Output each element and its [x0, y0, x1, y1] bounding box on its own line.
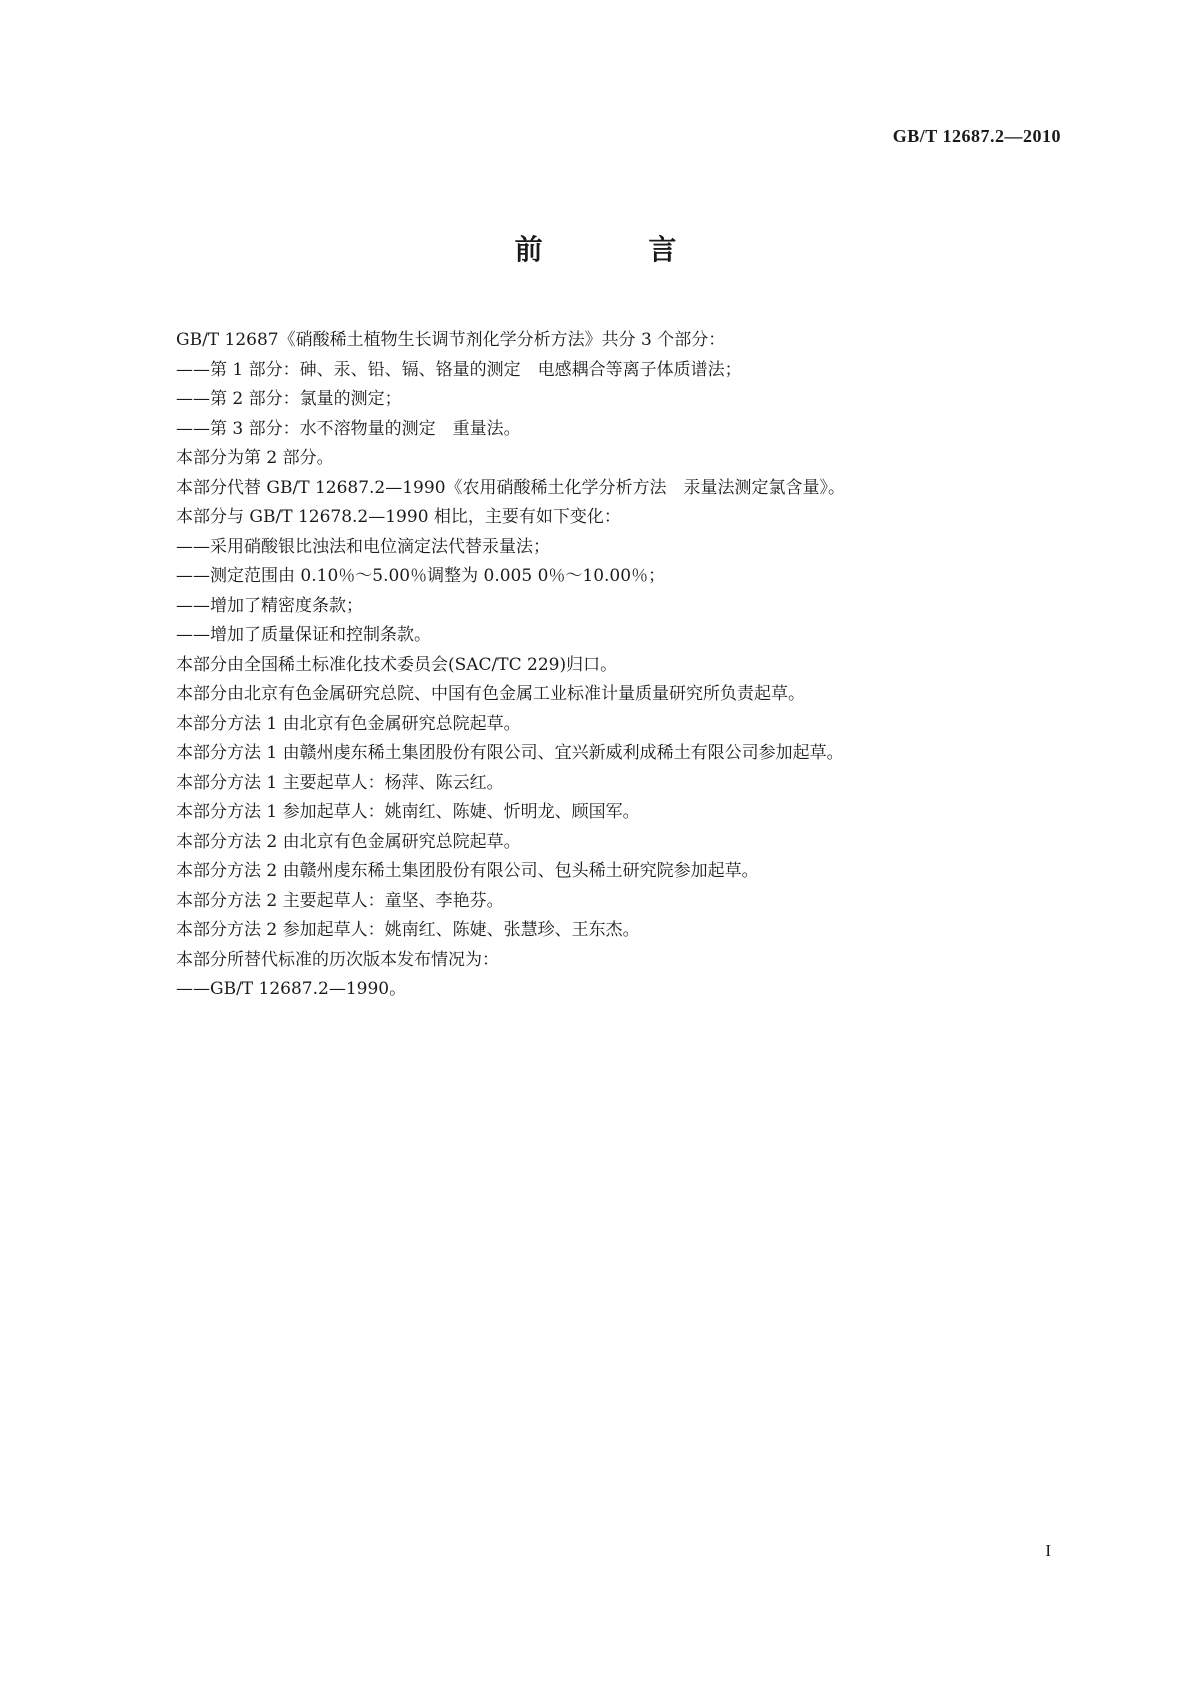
paragraph: 本部分方法 1 由赣州虔东稀土集团股份有限公司、宜兴新威利成稀土有限公司参加起草。 [176, 743, 844, 763]
paragraph: ——采用硝酸银比浊法和电位滴定法代替汞量法； [176, 536, 550, 557]
paragraph: ——增加了质量保证和控制条款。 [176, 625, 431, 645]
paragraph: ——第 1 部分：砷、汞、铅、镉、铬量的测定 电感耦合等离子体质谱法； [176, 359, 742, 380]
paragraph: 本部分方法 2 由北京有色金属研究总院起草。 [176, 831, 521, 852]
paragraph: 本部分方法 2 由赣州虔东稀土集团股份有限公司、包头稀土研究院参加起草。 [176, 861, 759, 881]
paragraph: ——第 2 部分：氯量的测定； [176, 389, 402, 409]
paragraph: 本部分方法 1 由北京有色金属研究总院起草。 [176, 713, 521, 734]
paragraph: ——GB/T 12687.2—1990。 [176, 979, 407, 999]
paragraph: ——第 3 部分：水不溶物量的测定 重量法。 [176, 418, 521, 439]
standard-number: GB/T 12687.2—2010 [892, 126, 1061, 146]
paragraph: 本部分方法 2 主要起草人：童坚、李艳芬。 [176, 890, 504, 911]
paragraph: ——测定范围由 0.10％～5.00％调整为 0.005 0％～10.00％； [176, 566, 666, 586]
paragraph: 本部分方法 2 参加起草人：姚南红、陈婕、张慧珍、王东杰。 [176, 920, 640, 940]
page-title: 前 言 [514, 233, 725, 266]
paragraph: 本部分由全国稀土标准化技术委员会(SAC/TC 229)归口。 [176, 654, 618, 675]
paragraph: 本部分为第 2 部分。 [176, 448, 334, 468]
paragraph: 本部分与 GB/T 12678.2—1990 相比，主要有如下变化： [176, 507, 621, 527]
paragraph: 本部分代替 GB/T 12687.2—1990《农用硝酸稀土化学分析方法 汞量法测定氯含量》。 [176, 477, 846, 498]
paragraph: 本部分方法 1 参加起草人：姚南红、陈婕、忻明龙、顾国军。 [176, 802, 640, 822]
paragraph: 本部分方法 1 主要起草人：杨萍、陈云红。 [176, 772, 504, 793]
paragraph: 本部分由北京有色金属研究总院、中国有色金属工业标准计量质量研究所负责起草。 [176, 684, 805, 704]
paragraph: ——增加了精密度条款； [176, 595, 363, 616]
foreword-body [176, 326, 1076, 1005]
page-number: I [1045, 1541, 1051, 1560]
paragraph: GB/T 12687《硝酸稀土植物生长调节剂化学分析方法》共分 3 个部分： [176, 330, 726, 350]
paragraph: 本部分所替代标准的历次版本发布情况为： [176, 949, 499, 970]
